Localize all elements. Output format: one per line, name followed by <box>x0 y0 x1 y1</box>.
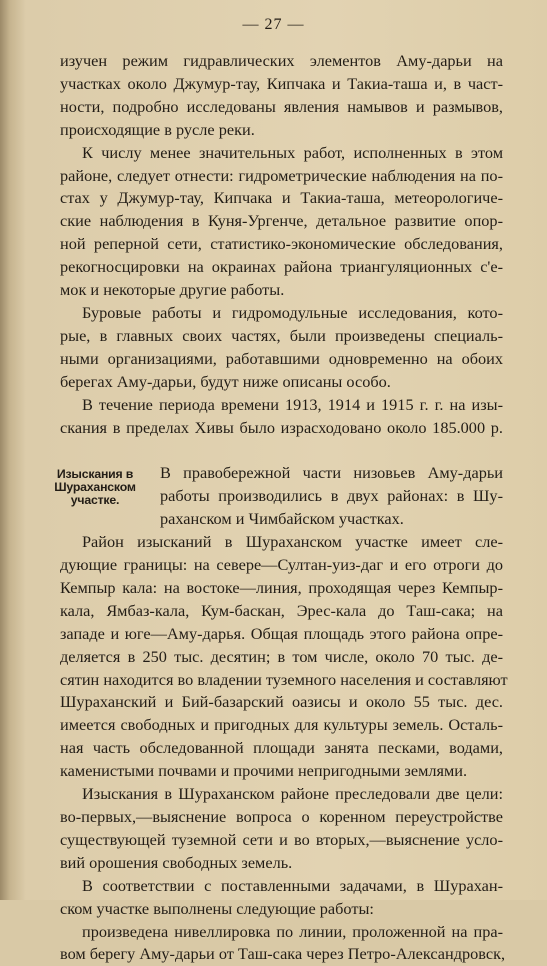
text-line: вом берегу Аму-дарьи от Таш-сака через Петро-Александровск, <box>60 944 506 964</box>
page-number: — 27 — <box>242 16 305 33</box>
text-line: имеется свободных и пригодных для культуры земель. Осталь- <box>60 715 503 735</box>
text-line: стах у Джумур-тау, Кипчака и Такиа-таша, метеорологиче- <box>60 188 503 208</box>
text-line: произведена нивеллировка по линии, проложенной на пра- <box>82 921 503 941</box>
text-line: Буровые работы и гидромодульные исследования, кото- <box>82 302 503 322</box>
paragraph-two-districts <box>60 508 503 531</box>
text-line: ском участке выполнены следующие работы: <box>60 898 374 918</box>
text-line: западе и юге—Аму-дарья. Общая площадь этого района опре- <box>60 623 503 643</box>
section-gap <box>60 439 503 462</box>
text-line: берегах Аму-дарьи, будут ниже описаны особо. <box>60 371 391 391</box>
text-line: во-первых,—выяснение вопроса о коренном переустройстве <box>60 807 503 826</box>
paragraph-district-boundaries <box>60 531 508 783</box>
text-line: К числу менее значительных работ, исполненных в этом <box>82 142 503 162</box>
paragraph-minor-works <box>60 142 503 302</box>
section-shurakhan <box>54 462 503 508</box>
page-body <box>54 50 508 966</box>
text-line: скания в пределах Хивы было израсходовано около 185.000 р. <box>60 417 503 437</box>
text-line: ными организациями, работавшими одновременно на обоих <box>60 348 503 368</box>
text-line: существующей туземной сети и во вторых,—выяснение усло- <box>60 829 503 849</box>
text-line: В течение периода времени 1913, 1914 и 1915 г. г. на изы- <box>82 394 503 414</box>
side-heading-line: участке. <box>70 493 120 507</box>
text-line: участках около Джумур-тау, Кипчака и Такиа-таша и, в част- <box>60 73 503 93</box>
paragraph-works-performed <box>60 875 503 921</box>
paragraph-drilling-works <box>60 302 503 394</box>
side-heading <box>36 468 154 506</box>
text-line: изучен режим гидравлических элементов Аму-дарьи на <box>60 51 503 70</box>
text-line: ские наблюдения в Куня-Ургенче, детальное развитие опор- <box>60 211 503 231</box>
text-line: вий орошения свободных земель. <box>60 852 293 872</box>
text-line: деляется в 250 тыс. десятин; в том числе, около 70 тыс. де- <box>60 646 503 666</box>
text-line: Шураханский и Бий-базарский оазисы и около 55 тыс. дес. <box>60 692 503 712</box>
text-line: Район изысканий в Шураханском участке имеет сле- <box>82 532 503 552</box>
text-line: происходящие в русле реки. <box>60 119 255 139</box>
text-line: сятин находится во владении туземного населения и составляют <box>60 669 508 689</box>
text-line: рые, в главных своих частях, были произведены специаль- <box>60 325 503 345</box>
paragraph-expenses <box>60 394 503 440</box>
text-line: районе, следует отнести: гидрометрические наблюдения на по- <box>60 165 503 185</box>
text-line: раханском и Чимбайском участках. <box>160 509 404 529</box>
text-line: Изыскания в Шураханском районе преследовали две цели: <box>82 784 503 804</box>
paragraph-hydraulic-regime <box>60 50 503 142</box>
text-line: дующие границы: на севере—Султан-уиз-даг и его отроги до <box>60 555 503 575</box>
text-line: ная часть обследованной площади занята песками, водами, <box>60 738 503 758</box>
side-heading-line: Шураханском <box>54 480 136 495</box>
paragraph-levelling <box>60 921 506 966</box>
text-line: В правобережной части низовьев Аму-дарьи <box>160 463 503 483</box>
paragraph-survey-goals <box>60 783 503 875</box>
text-line: В соответствии с поставленными задачами, в Шурахан- <box>82 875 503 895</box>
text-line: кала, Ямбаз-кала, Кум-баскан, Эрес-кала до Таш-сака; на <box>60 600 503 620</box>
text-line: ности, подробно исследованы явления намывов и размывов, <box>60 96 503 116</box>
text-line: каменистыми почвами и прочими непригодными землями. <box>60 761 468 781</box>
text-line: Кемпыр кала: на востоке—линия, проходящая через Кемпыр- <box>60 577 503 597</box>
text-line: ной реперной сети, статистико-экономические обследования, <box>60 234 503 254</box>
text-line: рекогносцировки на окраинах района триангуляционных с'е- <box>60 257 503 277</box>
side-heading-line: Изыскания в <box>56 467 134 482</box>
text-line: работы производились в двух районах: в Шу- <box>160 486 503 506</box>
text-line: мок и некоторые другие работы. <box>60 280 285 300</box>
